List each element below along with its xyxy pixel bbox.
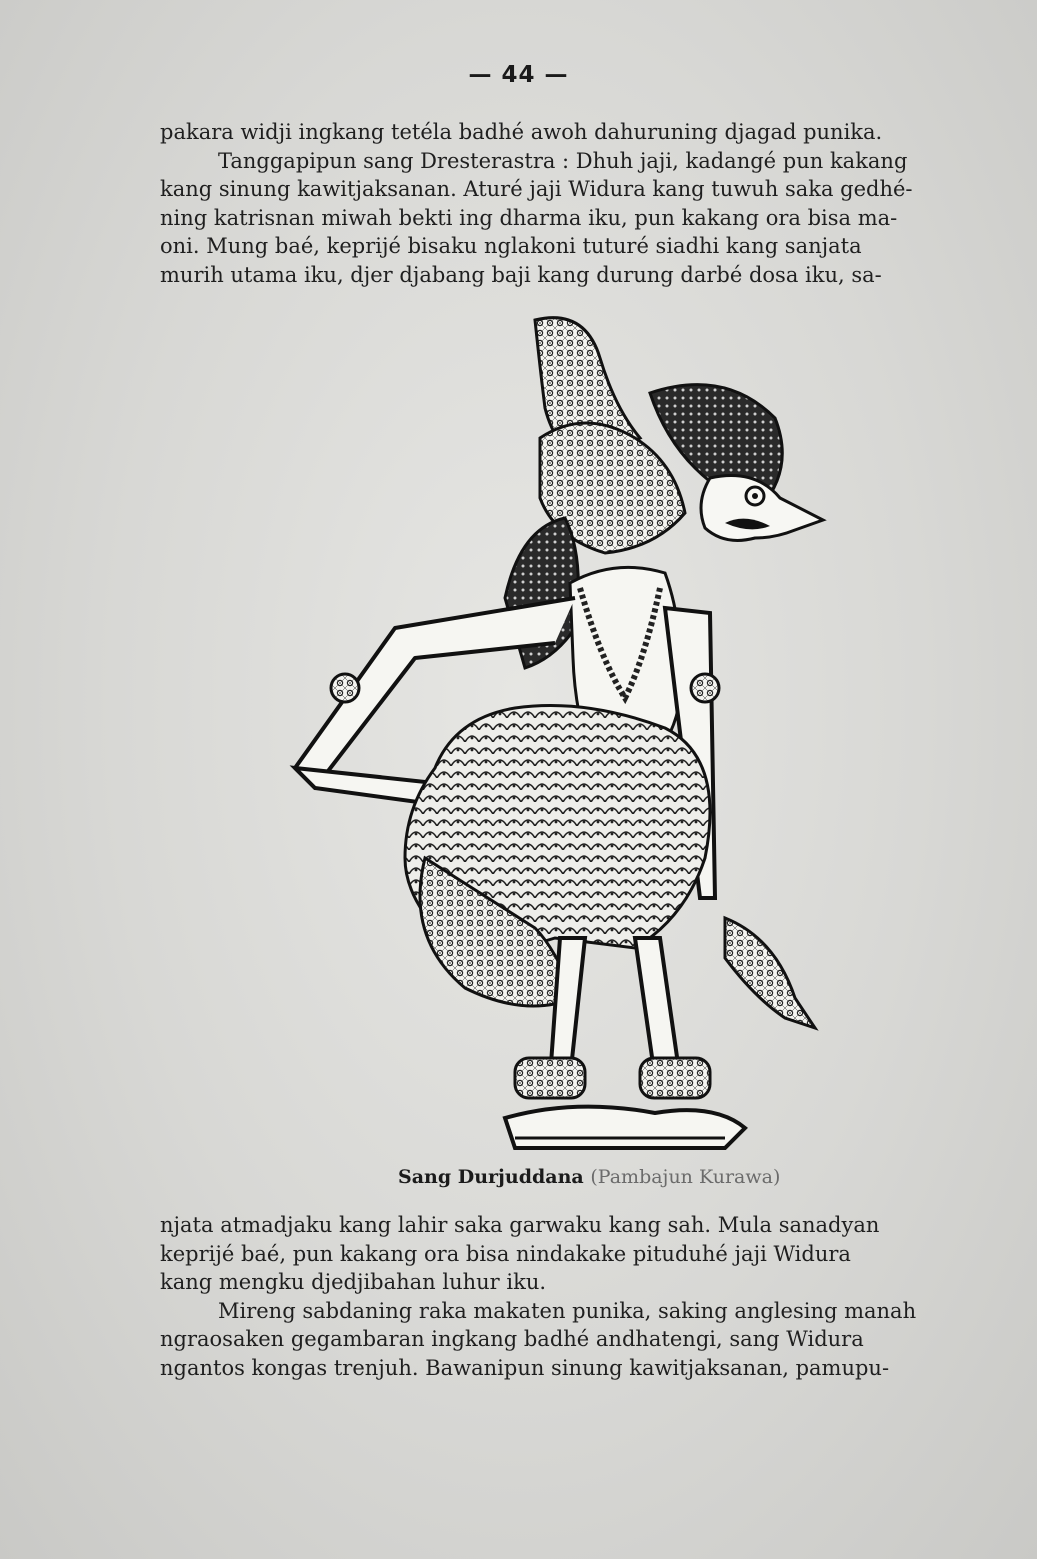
face-shape xyxy=(701,476,823,541)
text-line: ngraosaken gegambaran ingkang badhé andhatengi, sang Widura xyxy=(160,1327,864,1351)
right-anklet xyxy=(640,1058,710,1098)
armband-ornament xyxy=(331,674,359,702)
text-line: kang mengku djedjibahan luhur iku. xyxy=(160,1270,547,1294)
text-line: njata atmadjaku kang lahir saka garwaku kang sah. Mula sanadyan xyxy=(160,1213,880,1237)
left-anklet xyxy=(515,1058,585,1098)
text-block-bottom xyxy=(160,1211,960,1382)
wayang-illustration xyxy=(255,298,835,1158)
text-line: oni. Mung baé, keprijé bisaku nglakoni tuturé siadhi kang sanjata xyxy=(160,234,862,258)
figure-caption xyxy=(398,1166,838,1188)
page-number: — 44 — xyxy=(468,62,569,88)
text-line: murih utama iku, djer djabang baji kang durung darbé dosa iku, sa- xyxy=(160,262,882,287)
text-line: kang sinung kawitjaksanan. Aturé jaji Widura kang tuwuh saka gedhé- xyxy=(160,177,913,201)
sash-shape xyxy=(725,918,815,1028)
text-line: keprijé baé, pun kakang ora bisa nindakake pituduhé jaji Widura xyxy=(160,1241,851,1266)
feet-shape xyxy=(505,1107,745,1148)
text-line: ning katrisnan miwah bekti ing dharma iku, pun kakang ora bisa ma- xyxy=(160,205,898,230)
text-block-top xyxy=(160,118,960,289)
text-line: pakara widji ingkang tetéla badhé awoh dahuruning djagad punika. xyxy=(160,120,883,144)
caption-subtitle: (Pambajun Kurawa) xyxy=(590,1166,781,1188)
text-line: Mireng sabdaning raka makaten punika, saking anglesing manah xyxy=(218,1298,917,1323)
text-line: ngantos kongas trenjuh. Bawanipun sinung kawitjaksanan, pamupu- xyxy=(160,1355,890,1380)
text-line: Tanggapipun sang Dresterastra : Dhuh jaji, kadangé pun kakang xyxy=(218,148,908,173)
caption-title: Sang Durjuddana xyxy=(398,1166,584,1188)
